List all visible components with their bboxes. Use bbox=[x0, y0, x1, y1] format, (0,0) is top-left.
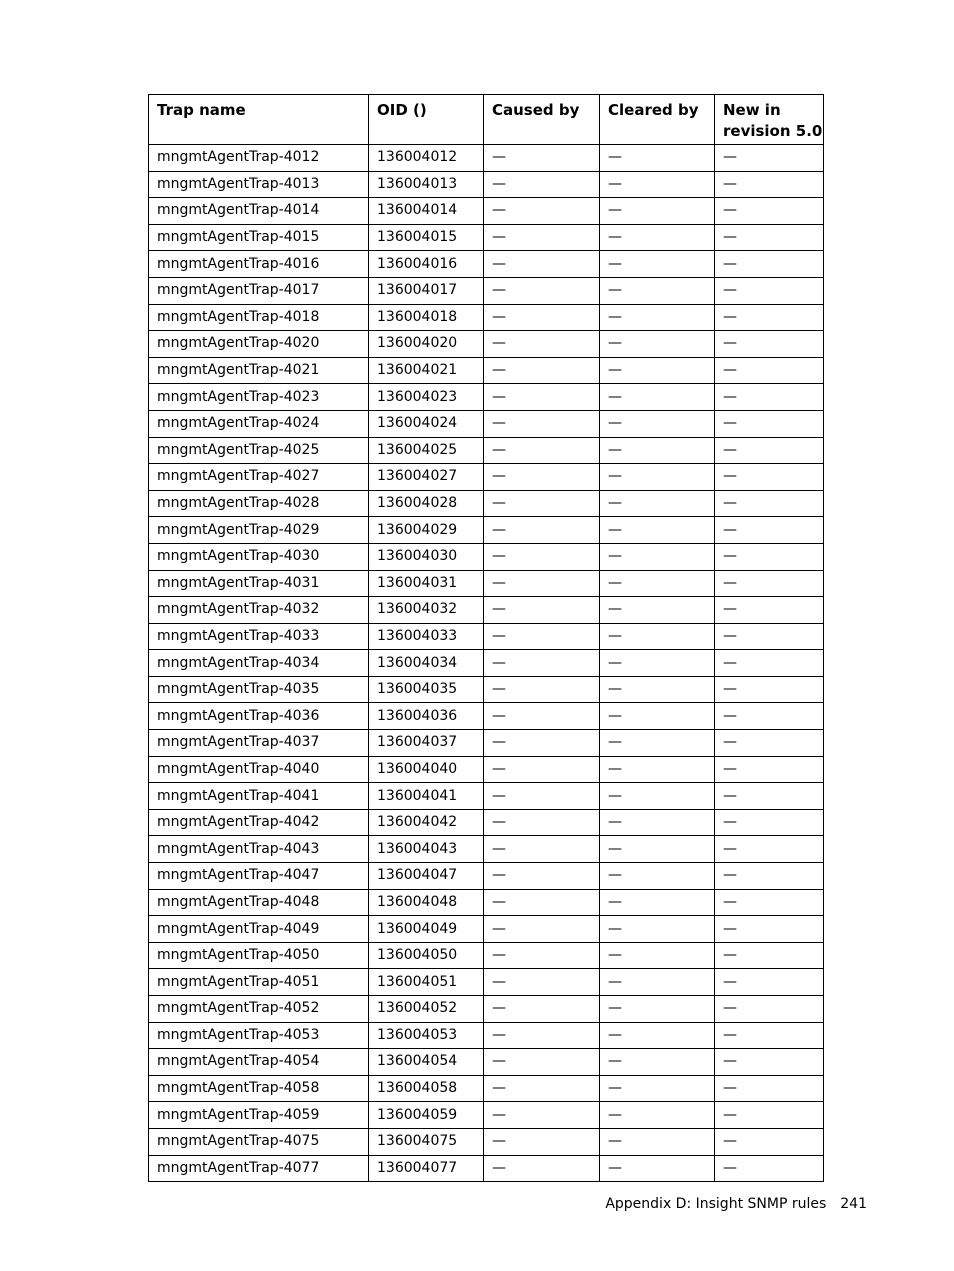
cell-cleared-by: — bbox=[600, 517, 715, 544]
cell-oid: 136004043 bbox=[369, 836, 484, 863]
cell-cleared-by: — bbox=[600, 384, 715, 411]
table-row bbox=[149, 171, 824, 198]
cell-oid: 136004012 bbox=[369, 145, 484, 172]
footer-section-title: Appendix D: Insight SNMP rules bbox=[605, 1196, 827, 1212]
table-row bbox=[149, 1155, 824, 1182]
cell-trap-name: mngmtAgentTrap-4052 bbox=[149, 996, 369, 1023]
cell-oid: 136004037 bbox=[369, 730, 484, 757]
cell-new-in-revision: — bbox=[715, 277, 824, 304]
cell-new-in-revision: — bbox=[715, 1155, 824, 1182]
cell-caused-by: — bbox=[484, 1128, 600, 1155]
table-row bbox=[149, 277, 824, 304]
cell-trap-name: mngmtAgentTrap-4034 bbox=[149, 650, 369, 677]
cell-oid: 136004036 bbox=[369, 703, 484, 730]
cell-new-in-revision: — bbox=[715, 570, 824, 597]
header-row bbox=[149, 95, 824, 145]
table-row bbox=[149, 1049, 824, 1076]
cell-cleared-by: — bbox=[600, 809, 715, 836]
table-row bbox=[149, 703, 824, 730]
cell-oid: 136004052 bbox=[369, 996, 484, 1023]
cell-cleared-by: — bbox=[600, 783, 715, 810]
cell-caused-by: — bbox=[484, 304, 600, 331]
cell-cleared-by: — bbox=[600, 171, 715, 198]
cell-trap-name: mngmtAgentTrap-4033 bbox=[149, 623, 369, 650]
cell-new-in-revision: — bbox=[715, 304, 824, 331]
table-row bbox=[149, 304, 824, 331]
cell-trap-name: mngmtAgentTrap-4031 bbox=[149, 570, 369, 597]
cell-oid: 136004027 bbox=[369, 464, 484, 491]
cell-caused-by: — bbox=[484, 676, 600, 703]
cell-cleared-by: — bbox=[600, 410, 715, 437]
cell-cleared-by: — bbox=[600, 251, 715, 278]
cell-oid: 136004029 bbox=[369, 517, 484, 544]
cell-new-in-revision: — bbox=[715, 676, 824, 703]
cell-trap-name: mngmtAgentTrap-4029 bbox=[149, 517, 369, 544]
cell-oid: 136004059 bbox=[369, 1102, 484, 1129]
cell-new-in-revision: — bbox=[715, 357, 824, 384]
cell-cleared-by: — bbox=[600, 969, 715, 996]
cell-caused-by: — bbox=[484, 730, 600, 757]
cell-cleared-by: — bbox=[600, 1075, 715, 1102]
cell-caused-by: — bbox=[484, 996, 600, 1023]
cell-oid: 136004040 bbox=[369, 756, 484, 783]
cell-new-in-revision: — bbox=[715, 410, 824, 437]
cell-caused-by: — bbox=[484, 756, 600, 783]
cell-trap-name: mngmtAgentTrap-4050 bbox=[149, 942, 369, 969]
cell-caused-by: — bbox=[484, 251, 600, 278]
cell-new-in-revision: — bbox=[715, 1075, 824, 1102]
cell-caused-by: — bbox=[484, 863, 600, 890]
cell-new-in-revision: — bbox=[715, 145, 824, 172]
cell-new-in-revision: — bbox=[715, 464, 824, 491]
cell-new-in-revision: — bbox=[715, 331, 824, 358]
cell-cleared-by: — bbox=[600, 1155, 715, 1182]
table-row bbox=[149, 224, 824, 251]
table-row bbox=[149, 756, 824, 783]
cell-trap-name: mngmtAgentTrap-4041 bbox=[149, 783, 369, 810]
cell-oid: 136004033 bbox=[369, 623, 484, 650]
cell-oid: 136004077 bbox=[369, 1155, 484, 1182]
cell-trap-name: mngmtAgentTrap-4048 bbox=[149, 889, 369, 916]
cell-oid: 136004015 bbox=[369, 224, 484, 251]
cell-caused-by: — bbox=[484, 650, 600, 677]
table-row bbox=[149, 863, 824, 890]
cell-oid: 136004024 bbox=[369, 410, 484, 437]
cell-cleared-by: — bbox=[600, 1022, 715, 1049]
cell-caused-by: — bbox=[484, 942, 600, 969]
cell-new-in-revision: — bbox=[715, 198, 824, 225]
cell-oid: 136004075 bbox=[369, 1128, 484, 1155]
cell-oid: 136004048 bbox=[369, 889, 484, 916]
cell-new-in-revision: — bbox=[715, 996, 824, 1023]
cell-new-in-revision: — bbox=[715, 224, 824, 251]
cell-trap-name: mngmtAgentTrap-4077 bbox=[149, 1155, 369, 1182]
cell-cleared-by: — bbox=[600, 1128, 715, 1155]
cell-caused-by: — bbox=[484, 1049, 600, 1076]
cell-new-in-revision: — bbox=[715, 916, 824, 943]
cell-oid: 136004014 bbox=[369, 198, 484, 225]
cell-cleared-by: — bbox=[600, 650, 715, 677]
cell-new-in-revision: — bbox=[715, 543, 824, 570]
cell-oid: 136004021 bbox=[369, 357, 484, 384]
cell-cleared-by: — bbox=[600, 277, 715, 304]
cell-new-in-revision: — bbox=[715, 650, 824, 677]
cell-oid: 136004034 bbox=[369, 650, 484, 677]
cell-trap-name: mngmtAgentTrap-4024 bbox=[149, 410, 369, 437]
cell-oid: 136004030 bbox=[369, 543, 484, 570]
cell-new-in-revision: — bbox=[715, 783, 824, 810]
cell-caused-by: — bbox=[484, 437, 600, 464]
cell-cleared-by: — bbox=[600, 570, 715, 597]
cell-cleared-by: — bbox=[600, 756, 715, 783]
cell-trap-name: mngmtAgentTrap-4032 bbox=[149, 597, 369, 624]
cell-new-in-revision: — bbox=[715, 1049, 824, 1076]
cell-caused-by: — bbox=[484, 1022, 600, 1049]
cell-cleared-by: — bbox=[600, 916, 715, 943]
cell-caused-by: — bbox=[484, 916, 600, 943]
cell-oid: 136004058 bbox=[369, 1075, 484, 1102]
cell-cleared-by: — bbox=[600, 331, 715, 358]
table-row bbox=[149, 942, 824, 969]
table-row bbox=[149, 357, 824, 384]
cell-caused-by: — bbox=[484, 277, 600, 304]
cell-trap-name: mngmtAgentTrap-4043 bbox=[149, 836, 369, 863]
cell-trap-name: mngmtAgentTrap-4014 bbox=[149, 198, 369, 225]
cell-caused-by: — bbox=[484, 969, 600, 996]
table-row bbox=[149, 145, 824, 172]
cell-caused-by: — bbox=[484, 703, 600, 730]
cell-caused-by: — bbox=[484, 543, 600, 570]
table-row bbox=[149, 916, 824, 943]
table-row bbox=[149, 889, 824, 916]
cell-cleared-by: — bbox=[600, 730, 715, 757]
table-row bbox=[149, 809, 824, 836]
cell-new-in-revision: — bbox=[715, 809, 824, 836]
cell-caused-by: — bbox=[484, 198, 600, 225]
cell-trap-name: mngmtAgentTrap-4018 bbox=[149, 304, 369, 331]
cell-cleared-by: — bbox=[600, 676, 715, 703]
cell-trap-name: mngmtAgentTrap-4075 bbox=[149, 1128, 369, 1155]
table-row bbox=[149, 730, 824, 757]
table-row bbox=[149, 623, 824, 650]
cell-new-in-revision: — bbox=[715, 490, 824, 517]
cell-oid: 136004025 bbox=[369, 437, 484, 464]
cell-new-in-revision: — bbox=[715, 437, 824, 464]
cell-oid: 136004017 bbox=[369, 277, 484, 304]
table-row bbox=[149, 543, 824, 570]
cell-cleared-by: — bbox=[600, 145, 715, 172]
header-oid: OID () bbox=[369, 95, 484, 145]
cell-trap-name: mngmtAgentTrap-4035 bbox=[149, 676, 369, 703]
table-row bbox=[149, 783, 824, 810]
table-row bbox=[149, 969, 824, 996]
cell-caused-by: — bbox=[484, 783, 600, 810]
cell-oid: 136004047 bbox=[369, 863, 484, 890]
table-row bbox=[149, 597, 824, 624]
cell-trap-name: mngmtAgentTrap-4023 bbox=[149, 384, 369, 411]
cell-trap-name: mngmtAgentTrap-4040 bbox=[149, 756, 369, 783]
cell-trap-name: mngmtAgentTrap-4021 bbox=[149, 357, 369, 384]
cell-new-in-revision: — bbox=[715, 863, 824, 890]
cell-cleared-by: — bbox=[600, 863, 715, 890]
cell-trap-name: mngmtAgentTrap-4020 bbox=[149, 331, 369, 358]
cell-oid: 136004042 bbox=[369, 809, 484, 836]
cell-new-in-revision: — bbox=[715, 756, 824, 783]
cell-new-in-revision: — bbox=[715, 1102, 824, 1129]
cell-trap-name: mngmtAgentTrap-4015 bbox=[149, 224, 369, 251]
cell-caused-by: — bbox=[484, 1102, 600, 1129]
cell-cleared-by: — bbox=[600, 198, 715, 225]
header-caused-by: Caused by bbox=[484, 95, 600, 145]
cell-trap-name: mngmtAgentTrap-4028 bbox=[149, 490, 369, 517]
cell-caused-by: — bbox=[484, 889, 600, 916]
cell-new-in-revision: — bbox=[715, 517, 824, 544]
table-row bbox=[149, 650, 824, 677]
cell-trap-name: mngmtAgentTrap-4013 bbox=[149, 171, 369, 198]
cell-new-in-revision: — bbox=[715, 597, 824, 624]
cell-trap-name: mngmtAgentTrap-4030 bbox=[149, 543, 369, 570]
cell-oid: 136004023 bbox=[369, 384, 484, 411]
cell-cleared-by: — bbox=[600, 543, 715, 570]
cell-trap-name: mngmtAgentTrap-4017 bbox=[149, 277, 369, 304]
cell-caused-by: — bbox=[484, 809, 600, 836]
cell-oid: 136004013 bbox=[369, 171, 484, 198]
cell-trap-name: mngmtAgentTrap-4059 bbox=[149, 1102, 369, 1129]
cell-caused-by: — bbox=[484, 490, 600, 517]
cell-caused-by: — bbox=[484, 224, 600, 251]
page-number: 241 bbox=[840, 1196, 867, 1212]
cell-cleared-by: — bbox=[600, 464, 715, 491]
table-row bbox=[149, 996, 824, 1023]
cell-cleared-by: — bbox=[600, 490, 715, 517]
cell-cleared-by: — bbox=[600, 703, 715, 730]
cell-oid: 136004031 bbox=[369, 570, 484, 597]
cell-trap-name: mngmtAgentTrap-4051 bbox=[149, 969, 369, 996]
cell-oid: 136004016 bbox=[369, 251, 484, 278]
cell-trap-name: mngmtAgentTrap-4042 bbox=[149, 809, 369, 836]
cell-oid: 136004018 bbox=[369, 304, 484, 331]
cell-new-in-revision: — bbox=[715, 251, 824, 278]
cell-cleared-by: — bbox=[600, 996, 715, 1023]
table-row bbox=[149, 570, 824, 597]
header-cleared-by: Cleared by bbox=[600, 95, 715, 145]
table-row bbox=[149, 437, 824, 464]
table-row bbox=[149, 676, 824, 703]
trap-table bbox=[148, 94, 824, 1182]
cell-new-in-revision: — bbox=[715, 384, 824, 411]
cell-oid: 136004049 bbox=[369, 916, 484, 943]
cell-trap-name: mngmtAgentTrap-4016 bbox=[149, 251, 369, 278]
cell-trap-name: mngmtAgentTrap-4049 bbox=[149, 916, 369, 943]
cell-trap-name: mngmtAgentTrap-4053 bbox=[149, 1022, 369, 1049]
cell-oid: 136004020 bbox=[369, 331, 484, 358]
cell-caused-by: — bbox=[484, 570, 600, 597]
table-row bbox=[149, 251, 824, 278]
cell-caused-by: — bbox=[484, 384, 600, 411]
table-row bbox=[149, 517, 824, 544]
cell-cleared-by: — bbox=[600, 942, 715, 969]
table-header bbox=[149, 95, 824, 145]
cell-new-in-revision: — bbox=[715, 969, 824, 996]
cell-new-in-revision: — bbox=[715, 1022, 824, 1049]
cell-oid: 136004028 bbox=[369, 490, 484, 517]
cell-trap-name: mngmtAgentTrap-4027 bbox=[149, 464, 369, 491]
header-new-in-revision: New in revision 5.0 bbox=[715, 95, 824, 145]
table-row bbox=[149, 198, 824, 225]
cell-oid: 136004035 bbox=[369, 676, 484, 703]
table-row bbox=[149, 1022, 824, 1049]
cell-trap-name: mngmtAgentTrap-4054 bbox=[149, 1049, 369, 1076]
cell-oid: 136004053 bbox=[369, 1022, 484, 1049]
cell-caused-by: — bbox=[484, 597, 600, 624]
cell-caused-by: — bbox=[484, 357, 600, 384]
cell-caused-by: — bbox=[484, 410, 600, 437]
cell-caused-by: — bbox=[484, 623, 600, 650]
table-row bbox=[149, 836, 824, 863]
header-trap-name: Trap name bbox=[149, 95, 369, 145]
cell-cleared-by: — bbox=[600, 836, 715, 863]
cell-cleared-by: — bbox=[600, 437, 715, 464]
cell-caused-by: — bbox=[484, 517, 600, 544]
table-row bbox=[149, 464, 824, 491]
table-body bbox=[149, 145, 824, 1182]
cell-oid: 136004054 bbox=[369, 1049, 484, 1076]
cell-caused-by: — bbox=[484, 836, 600, 863]
table-row bbox=[149, 410, 824, 437]
cell-cleared-by: — bbox=[600, 889, 715, 916]
table-row bbox=[149, 490, 824, 517]
cell-new-in-revision: — bbox=[715, 703, 824, 730]
cell-trap-name: mngmtAgentTrap-4047 bbox=[149, 863, 369, 890]
cell-caused-by: — bbox=[484, 1075, 600, 1102]
cell-trap-name: mngmtAgentTrap-4012 bbox=[149, 145, 369, 172]
table-row bbox=[149, 1075, 824, 1102]
cell-caused-by: — bbox=[484, 1155, 600, 1182]
table-row bbox=[149, 384, 824, 411]
cell-trap-name: mngmtAgentTrap-4036 bbox=[149, 703, 369, 730]
table-row bbox=[149, 331, 824, 358]
cell-caused-by: — bbox=[484, 145, 600, 172]
cell-new-in-revision: — bbox=[715, 889, 824, 916]
cell-cleared-by: — bbox=[600, 623, 715, 650]
cell-cleared-by: — bbox=[600, 597, 715, 624]
cell-caused-by: — bbox=[484, 464, 600, 491]
cell-new-in-revision: — bbox=[715, 836, 824, 863]
cell-new-in-revision: — bbox=[715, 623, 824, 650]
cell-oid: 136004050 bbox=[369, 942, 484, 969]
cell-oid: 136004051 bbox=[369, 969, 484, 996]
cell-trap-name: mngmtAgentTrap-4037 bbox=[149, 730, 369, 757]
page-footer bbox=[605, 1195, 867, 1213]
cell-cleared-by: — bbox=[600, 224, 715, 251]
table-row bbox=[149, 1128, 824, 1155]
cell-oid: 136004041 bbox=[369, 783, 484, 810]
cell-cleared-by: — bbox=[600, 304, 715, 331]
cell-trap-name: mngmtAgentTrap-4058 bbox=[149, 1075, 369, 1102]
cell-new-in-revision: — bbox=[715, 730, 824, 757]
cell-cleared-by: — bbox=[600, 357, 715, 384]
cell-new-in-revision: — bbox=[715, 942, 824, 969]
cell-cleared-by: — bbox=[600, 1049, 715, 1076]
cell-new-in-revision: — bbox=[715, 1128, 824, 1155]
cell-trap-name: mngmtAgentTrap-4025 bbox=[149, 437, 369, 464]
cell-cleared-by: — bbox=[600, 1102, 715, 1129]
cell-caused-by: — bbox=[484, 331, 600, 358]
table-row bbox=[149, 1102, 824, 1129]
cell-oid: 136004032 bbox=[369, 597, 484, 624]
cell-caused-by: — bbox=[484, 171, 600, 198]
cell-new-in-revision: — bbox=[715, 171, 824, 198]
